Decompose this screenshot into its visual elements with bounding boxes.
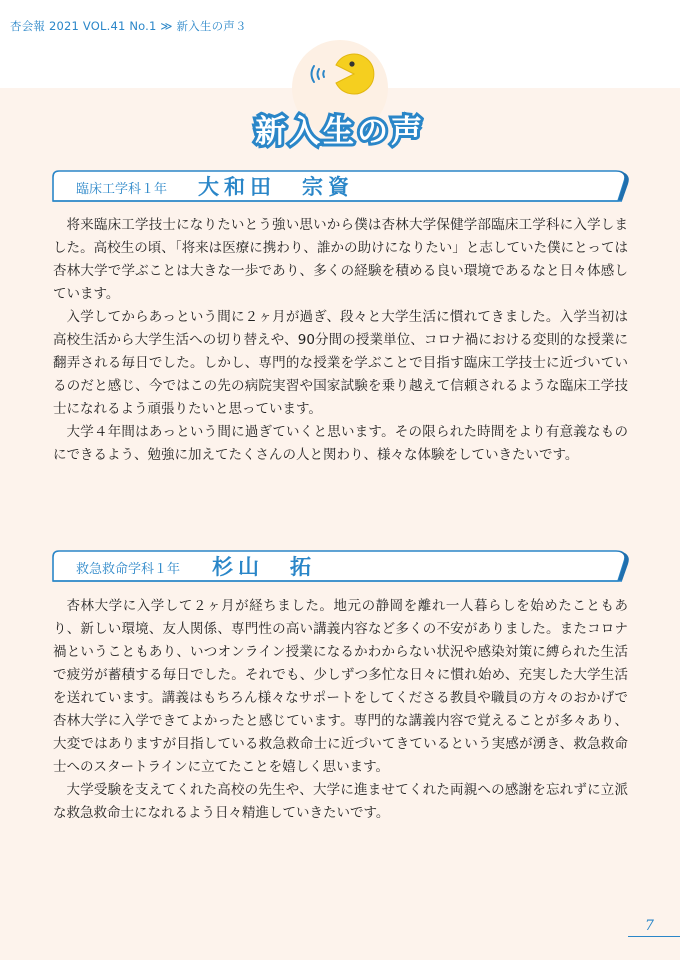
section-2-department: 救急救命学科１年 [76,562,181,577]
section-1-body [53,214,628,467]
section-banner-2 [50,548,630,584]
section-2-body [53,595,628,825]
section-1-name: 大和田 宗資 [198,175,354,199]
paragraph: 大学４年間はあっという間に過ぎていくと思います。その限られた時間をより有意義なものにできるよう、勉強に加えてたくさんの人と関わり、様々な体験をしていきたいです。 [53,424,628,463]
page-number-rule [628,936,680,937]
page-number: 7 [645,918,654,934]
speaking-mascot-icon [302,52,380,96]
page-title: 新入生の声 [255,114,425,150]
section-2-name: 杉山 拓 [212,555,316,579]
paragraph: 大学受験を支えてくれた高校の先生や、大学に進ませてくれた両親への感謝を忘れずに立派な救急救命士になれるよう日々精進していきたいです。 [53,782,628,821]
paragraph: 将来臨床工学技士になりたいとう強い思いから僕は杏林大学保健学部臨床工学科に入学しました。高校生の頃、「将来は医療に携わり、誰かの助けになりたい」と志していた僕にとっては杏林大学で学ぶことは大きな一歩であり、多くの経験を積める良い環境であるなと日々体感しています。 [53,217,628,302]
section-1-department: 臨床工学科１年 [76,182,168,197]
paragraph: 入学してからあっという間に２ヶ月が過ぎ、段々と大学生活に慣れてきました。入学当初は高校生活から大学生活への切り替えや、90分間の授業単位、コロナ禍における変則的な授業に翻弄される毎日でした。しかし、専門的な授業を学ぶことで目指す臨床工学技士に近づいているのだと感じ、今ではこの先の病院実習や国家試験を乗り越えて信頼されるような臨床工学技士になれるよう頑張りたいと思っています。 [53,309,628,417]
running-header: 杏会報 2021 VOL.41 No.1 ≫ 新入生の声３ [10,19,247,33]
section-banner-1 [50,168,630,204]
paragraph: 杏林大学に入学して２ヶ月が経ちました。地元の静岡を離れ一人暮らしを始めたこともあり、新しい環境、友人関係、専門性の高い講義内容など多くの不安がありました。またコロナ禍ということもあり、いつオンライン授業になるかわからない状況や感染対策に縛られた生活で疲労が蓄積する毎日でした。それでも、少しずつ多忙な日々に慣れ始め、充実した大学生活を送れています。講義はもちろん様々なサポートをしてくださる教員や職員の方々のおかげで杏林大学に入学できてよかったと感じています。専門的な講義内容で覚えることが多々あり、大変ではありますが目指している救急救命士に近づいてきているという実感が湧き、救急救命士へのスタートラインに立てたことを嬉しく思います。 [53,598,628,775]
